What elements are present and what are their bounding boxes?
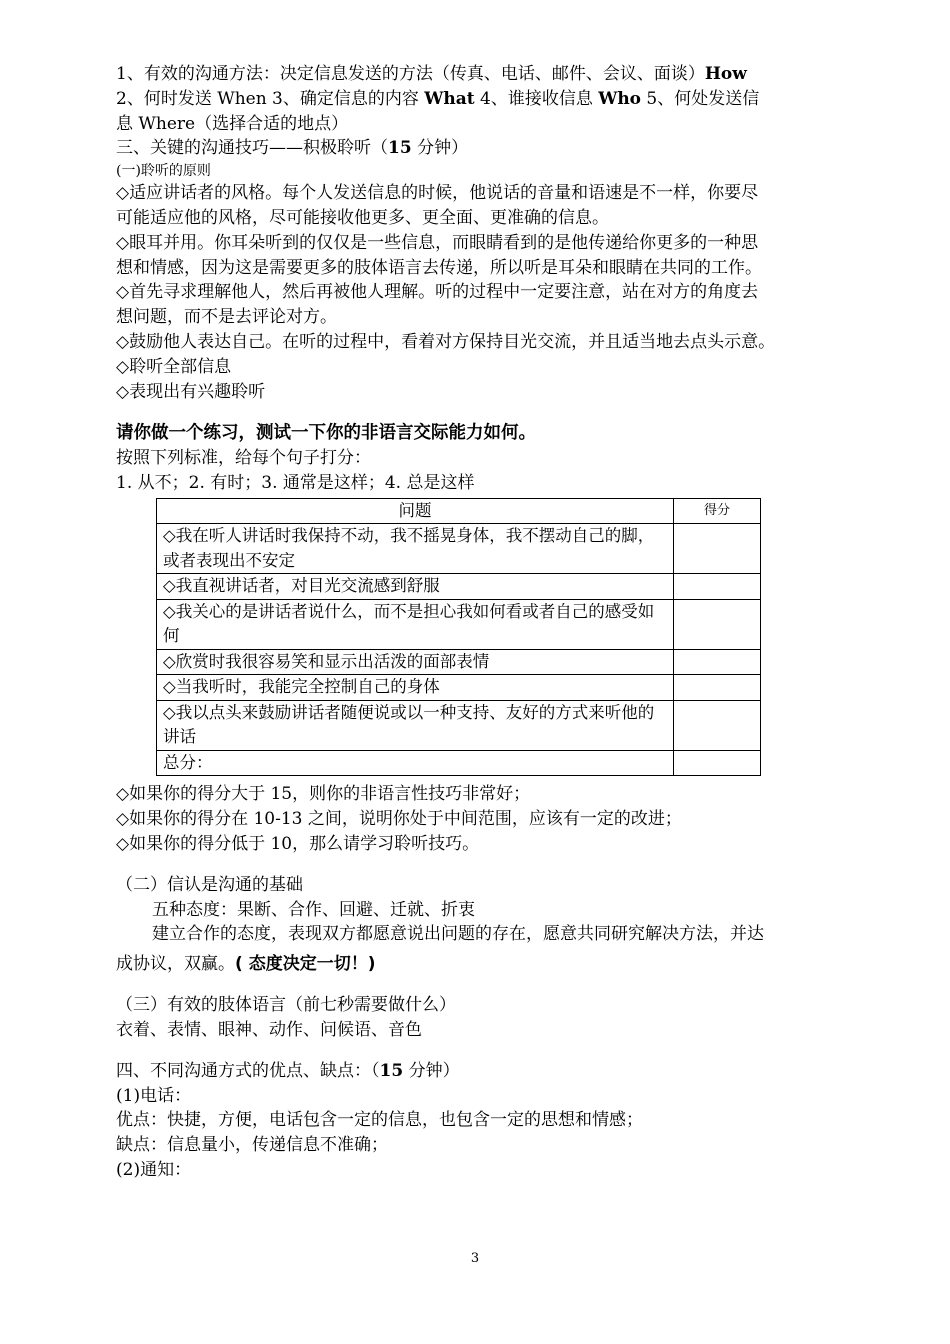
table-row bbox=[157, 524, 761, 574]
principle-line: ◇适应讲话者的风格。每个人发送信息的时候，他说话的音量和语速是不一样，你要尽 bbox=[116, 183, 759, 204]
total-score-cell[interactable] bbox=[674, 750, 761, 776]
method-line bbox=[116, 62, 840, 87]
section4-title bbox=[116, 1059, 840, 1084]
phone-title: (1)电话： bbox=[116, 1085, 192, 1106]
principle-line: ◇聆听全部信息 bbox=[116, 356, 232, 377]
score-cell[interactable] bbox=[674, 574, 761, 600]
attitude-emphasis: ( 态度决定一切！) bbox=[235, 954, 376, 975]
principle-line: ◇鼓励他人表达自己。在听的过程中，看着对方保持目光交流，并且适当地去点头示意。 bbox=[116, 331, 776, 352]
result-line: ◇如果你的得分大于 15，则你的非语言性技巧非常好； bbox=[116, 784, 531, 805]
how-label: How bbox=[704, 64, 747, 84]
listening-principles-title: (一)聆听的原则 bbox=[116, 163, 211, 180]
cooperation-line: 建立合作的态度，表现双方都愿意说出问题的存在，愿意共同研究解决方法，并达 bbox=[152, 924, 764, 945]
table-row bbox=[157, 700, 761, 750]
question-cell: ◇我直视讲话者，对目光交流感到舒服 bbox=[157, 574, 674, 600]
score-cell[interactable] bbox=[674, 524, 761, 574]
question-cell: ◇我在听人讲话时我保持不动，我不摇晃身体，我不摆动自己的脚，或者表现出不安定 bbox=[157, 524, 674, 574]
score-cell[interactable] bbox=[674, 599, 761, 649]
who-label: Who bbox=[598, 88, 642, 109]
trust-section-title: （二）信认是沟通的基础 bbox=[116, 874, 303, 895]
phone-cons: 缺点：信息量小，传递信息不准确； bbox=[116, 1135, 388, 1156]
table-row bbox=[157, 649, 761, 675]
question-header: 问题 bbox=[157, 498, 674, 524]
score-header: 得分 bbox=[674, 498, 761, 524]
score-cell[interactable] bbox=[674, 675, 761, 701]
questionnaire-table bbox=[156, 498, 761, 777]
section3-title bbox=[116, 136, 840, 161]
question-cell: ◇当我听时，我能完全控制自己的身体 bbox=[157, 675, 674, 701]
when-what-who-line bbox=[116, 87, 840, 112]
question-cell: ◇欣赏时我很容易笑和显示出活泼的面部表情 bbox=[157, 649, 674, 675]
body-language-items: 衣着、表情、眼神、动作、问候语、音色 bbox=[116, 1020, 422, 1041]
question-cell: ◇我关心的是讲话者说什么，而不是担心我如何看或者自己的感受如何 bbox=[157, 599, 674, 649]
exercise-title: 请你做一个练习，测试一下你的非语言交际能力如何。 bbox=[116, 423, 536, 444]
result-line: ◇如果你的得分低于 10，那么请学习聆听技巧。 bbox=[116, 834, 480, 855]
five-attitudes-line: 五种态度：果断、合作、回避、迁就、折衷 bbox=[152, 899, 475, 920]
principle-line: 想问题，而不是去评论对方。 bbox=[116, 307, 337, 328]
document-body bbox=[116, 62, 840, 1183]
cooperation-text: 成协议，双赢。 bbox=[116, 954, 235, 975]
principle-line: 可能适应他的风格，尽可能接收他更多、更全面、更准确的信息。 bbox=[116, 207, 609, 228]
section4-title-end: 分钟） bbox=[403, 1060, 460, 1081]
cooperation-line-end bbox=[116, 951, 840, 977]
where-line: 息 Where（选择合适的地点） bbox=[116, 113, 349, 134]
question-cell: ◇我以点头来鼓励讲话者随便说或以一种支持、友好的方式来听他的讲话 bbox=[157, 700, 674, 750]
table-row bbox=[157, 675, 761, 701]
scoring-scale: 1. 从不；2. 有时；3. 通常是这样；4. 总是这样 bbox=[116, 473, 475, 494]
score-cell[interactable] bbox=[674, 700, 761, 750]
scoring-intro: 按照下列标准，给每个句子打分： bbox=[116, 448, 371, 469]
notice-title: (2)通知： bbox=[116, 1160, 192, 1181]
phone-pros: 优点：快捷，方便，电话包含一定的信息，也包含一定的思想和情感； bbox=[116, 1110, 643, 1131]
what-label: What bbox=[424, 88, 475, 109]
table-row bbox=[157, 574, 761, 600]
principle-line: ◇表现出有兴趣聆听 bbox=[116, 381, 266, 402]
when-text: 2、何时发送 When 3、确定信息的内容 bbox=[116, 88, 425, 109]
principle-line: 想和情感，因为这是需要更多的肢体语言去传递，所以听是耳朵和眼睛在共同的工作。 bbox=[116, 257, 762, 278]
method-text: 1、有效的沟通方法：决定信息发送的方法（传真、电话、邮件、会议、面谈） bbox=[116, 64, 705, 84]
total-row bbox=[157, 750, 761, 776]
principle-line: ◇眼耳并用。你耳朵听到的仅仅是一些信息，而眼睛看到的是他传递给你更多的一种思 bbox=[116, 232, 759, 253]
result-line: ◇如果你的得分在 10-13 之间，说明你处于中间范围，应该有一定的改进； bbox=[116, 809, 682, 830]
where-text: 5、何处发送信 bbox=[641, 88, 760, 109]
section3-title-text: 三、关键的沟通技巧——积极聆听（ bbox=[116, 138, 388, 159]
section4-minutes: 15 bbox=[379, 1060, 404, 1081]
body-language-title: （三）有效的肢体语言（前七秒需要做什么） bbox=[116, 995, 456, 1016]
section3-title-end: 分钟） bbox=[411, 138, 469, 159]
total-label: 总分： bbox=[157, 750, 674, 776]
section4-title-text: 四、不同沟通方式的优点、缺点：（ bbox=[116, 1060, 380, 1081]
page-number: 3 bbox=[470, 1251, 480, 1266]
who-text: 4、谁接收信息 bbox=[474, 88, 599, 109]
score-cell[interactable] bbox=[674, 649, 761, 675]
principle-line: ◇首先寻求理解他人，然后再被他人理解。听的过程中一定要注意，站在对方的角度去 bbox=[116, 282, 759, 303]
table-row bbox=[157, 599, 761, 649]
table-header-row bbox=[157, 498, 761, 524]
section3-minutes: 15 bbox=[388, 138, 412, 159]
